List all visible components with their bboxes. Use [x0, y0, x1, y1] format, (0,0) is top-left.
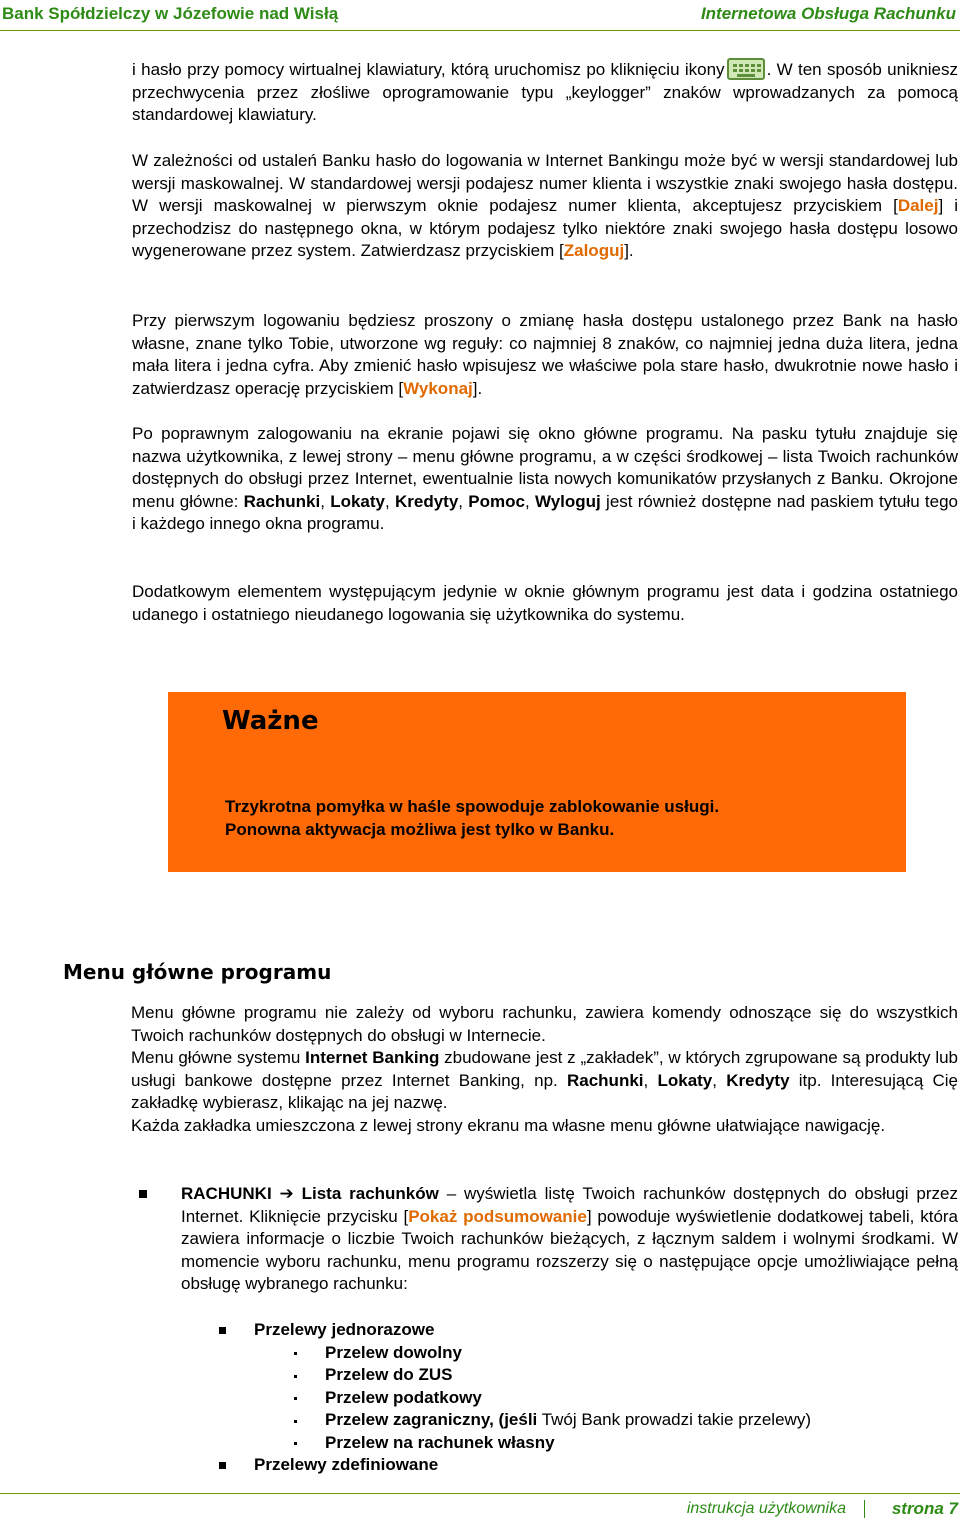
warning-title: Ważne: [222, 706, 319, 736]
bullet-head-rachunki: RACHUNKI: [181, 1184, 272, 1203]
subsub-item: [325, 1409, 811, 1432]
p4-text-a: Po poprawnym zalogowaniu na ekranie pojawi się okno główne programu. Na pasku tytułu znajduje się nazwa użytkownika, z lewej strony – menu główne programu, a w części środkowej – lista Twoich rachunków dostępnych do obsługi przez Internet, ewentualnie lista nowych komunikatów przysłanych z Banku. Okrojone menu główne:: [132, 424, 958, 511]
subsub-bullet: [294, 1420, 297, 1423]
s2-text-c: itp. Interesującą Cię zakładkę wybierasz, klikając na jej nazwę.: [131, 1070, 959, 1112]
internet-banking-ref: Internet Banking: [305, 1048, 440, 1067]
subsub-item-note: Twój Bank prowadzi takie przelewy): [537, 1410, 811, 1429]
section-intro: [131, 1002, 958, 1137]
p3-text-b: ].: [472, 378, 483, 398]
subsub-item: Przelew dowolny: [325, 1343, 462, 1362]
bullet-head-lista: Lista rachunków: [301, 1184, 439, 1203]
warning-box: [168, 692, 906, 872]
paragraph-main-window: [132, 423, 958, 536]
virtual-keyboard-icon[interactable]: [727, 58, 765, 80]
wykonaj-button-ref: Wykonaj: [403, 378, 473, 398]
sub-bullet: [219, 1327, 226, 1334]
bullet-rachunki: [181, 1183, 958, 1296]
sep: ,: [458, 491, 469, 511]
subsub-bullet: [294, 1442, 297, 1445]
warning-text: [225, 795, 719, 841]
page-footer: [0, 1493, 960, 1520]
menu-ref-rachunki: Rachunki: [243, 491, 321, 511]
bullet-text-a: – wyświetla listę Twoich rachunków dostępnych do obsługi przez Internet. Kliknięcie przycisku [: [181, 1184, 958, 1226]
page-num: 7: [948, 1499, 958, 1518]
tab-ref-kredyty: Kredyty: [726, 1070, 790, 1090]
sub-item: Przelewy zdefiniowane: [254, 1455, 439, 1474]
p3-text-a: Przy pierwszym logowaniu będziesz proszony o zmianę hasła dostępu ustalonego przez Bank na hasło własne, znane tylko Tobie, utworzone wg reguły: co najmniej 8 znaków, co najmniej jedna duża litera, jedna mała litera i jedna cyfra. Aby zmienić hasło wpisujesz we właściwe pola stare hasło, dwukrotnie nowe hasło i zatwierdzasz operację przyciskiem [: [132, 311, 958, 398]
subsub-item: Przelew na rachunek własny: [325, 1433, 555, 1452]
subsub-item: Przelew podatkowy: [325, 1388, 482, 1407]
p1-text-b: . W ten sposób unikniesz przechwycenia przez złośliwe oprogramowanie typu „keylogger” znaków wprowadzanych za pomocą standardowej klawiatury.: [132, 60, 959, 124]
subsub-bullet: [294, 1375, 297, 1378]
footer-divider: [864, 1500, 865, 1518]
zaloguj-button-ref: Zaloguj: [563, 241, 625, 260]
s3-text: Każda zakładka umieszczona z lewej strony ekranu ma własne menu główne ułatwiające nawigację.: [131, 1115, 886, 1135]
p4-text-b: jest również dostępne nad paskiem tytułu tego i każdego innego okna programu.: [132, 491, 959, 533]
paragraph-keyboard: [132, 58, 958, 127]
subsub-item-label: Przelew zagraniczny, (jeśli: [325, 1410, 538, 1429]
paragraph-login-modes: [132, 150, 958, 263]
bullet-square: [139, 1190, 147, 1198]
pokaz-podsumowanie-ref: Pokaż podsumowanie: [408, 1206, 587, 1226]
paragraph-last-login: [132, 581, 958, 626]
menu-ref-wyloguj: Wyloguj: [534, 491, 601, 511]
subsub-bullet: [294, 1352, 297, 1355]
arrow-right-icon: ➔: [279, 1184, 294, 1203]
section-title: Menu główne programu: [63, 960, 332, 984]
subsub-item: Przelew do ZUS: [325, 1365, 453, 1384]
sep: ,: [320, 491, 331, 511]
menu-ref-lokaty: Lokaty: [330, 491, 385, 511]
p2-text-c: ].: [624, 241, 634, 260]
p1-text-a: i hasło przy pomocy wirtualnej klawiatury, którą uruchomisz po kliknięciu ikony: [132, 60, 725, 79]
warning-line-1: Trzykrotna pomyłka w haśle spowoduje zablokowanie usługi.: [225, 797, 720, 816]
dalej-button-ref: Dalej: [897, 196, 939, 215]
p5-text: Dodatkowym elementem występującym jedynie w oknie głównym programu jest data i godzina ostatniego udanego i ostatniego nieudanego logowania się użytkownika do systemu.: [132, 582, 958, 624]
warning-line-2: Ponowna aktywacja możliwa jest tylko w Banku.: [225, 820, 615, 839]
s2-text-a: Menu główne systemu: [131, 1048, 306, 1067]
header-doc-title: Internetowa Obsługa Rachunku: [700, 4, 956, 23]
page-label: strona: [891, 1499, 944, 1518]
tab-ref-rachunki: Rachunki: [566, 1070, 644, 1090]
s1-text: Menu główne programu nie zależy od wyboru rachunku, zawiera komendy odnoszące się do wszystkich Twoich rachunków dostępnych do obsługi w Internecie.: [131, 1003, 958, 1045]
subsub-bullet: [294, 1397, 297, 1400]
tab-ref-lokaty: Lokaty: [657, 1070, 713, 1090]
bullet-text-b: ] powoduje wyświetlenie dodatkowej tabeli, która zawiera informacje o liczbie Twoich rachunków bieżących, z łącznym saldem i wolnymi środkami. W momencie wyboru rachunku, menu programu rozszerzy się o następujące opcje umożliwiające pełną obsługę wybranego rachunku:: [181, 1206, 959, 1293]
sep: ,: [524, 491, 535, 511]
page-header: [0, 0, 960, 31]
sub-item: Przelewy jednorazowe: [254, 1320, 435, 1339]
page-number: [892, 1499, 958, 1519]
paragraph-first-login: [132, 310, 958, 400]
sep: ,: [643, 1070, 658, 1090]
p2-text-b: ] i przechodzisz do następnego okna, w którym podajesz tylko niektóre znaki swojego hasła dostępu losowo wygenerowane przez system. Zatwierdzasz przyciskiem [: [132, 196, 958, 260]
menu-ref-kredyty: Kredyty: [394, 491, 459, 511]
menu-ref-pomoc: Pomoc: [468, 491, 525, 511]
footer-text: instrukcja użytkownika: [686, 1500, 846, 1517]
sub-bullet: [219, 1462, 226, 1469]
sep: ,: [384, 491, 395, 511]
p2-text-a: W zależności od ustaleń Banku hasło do logowania w Internet Bankingu może być w wersji standardowej lub wersji maskowalnej. W standardowej wersji podajesz numer klienta i wszystkie znaki swojego hasła dostępu. W wersji maskowalnej w pierwszym oknie podajesz numer klienta, akceptujesz przyciskiem [: [132, 151, 958, 215]
s2-text-b: zbudowane jest z „zakładek”, w których zgrupowane są produkty lub usługi bankowe dostępne przez Internet Banking, np.: [131, 1048, 959, 1090]
header-bank-name: Bank Spółdzielczy w Józefowie nad Wisłą: [2, 4, 339, 23]
sep: ,: [712, 1070, 717, 1090]
